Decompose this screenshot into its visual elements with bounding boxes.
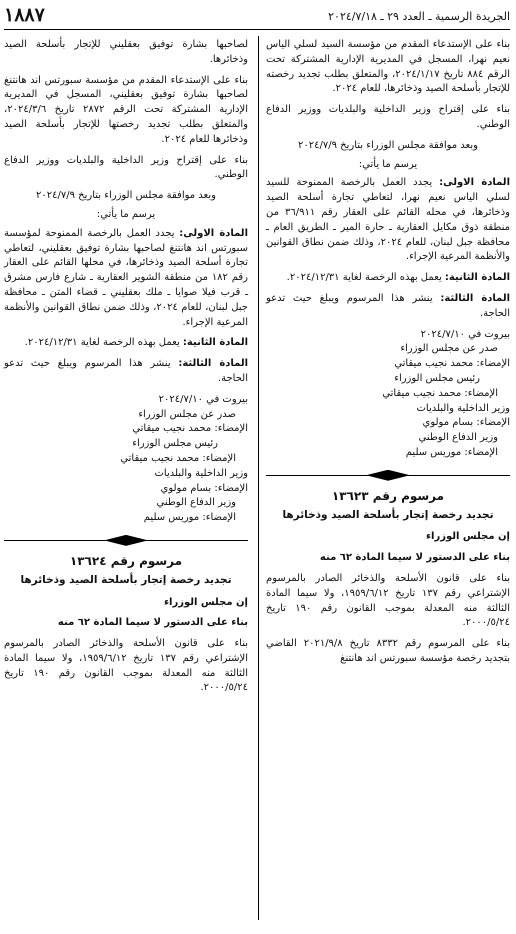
- column-divider: [258, 36, 259, 920]
- signature-line: وزير الدفاع الوطني: [156, 497, 236, 509]
- signature-line: الإمضاء: محمد نجيب ميقاتي: [382, 387, 498, 399]
- article-label: المادة الثالثة:: [178, 358, 249, 370]
- header-rule: [4, 29, 510, 30]
- decree-subtitle: تجديد رخصة إتجار بأسلحة الصيد وذخائرها: [282, 508, 494, 521]
- decree-title: مرسوم رقم ١٣٦٢٤: [69, 553, 183, 568]
- article-text: يعمل بهذه الرخصة لغاية ٢٠٢٤/١٢/٣١.: [286, 272, 445, 284]
- signature-line: الإمضاء: موريس سليم: [405, 446, 498, 458]
- signature-line: الإمضاء: بسام مولوي: [422, 417, 510, 429]
- signature-line: رئيس مجلس الوزراء: [394, 372, 480, 384]
- article-1: [266, 176, 510, 265]
- issue-date: بيروت في ٢٠٢٤/٧/١٠: [158, 393, 248, 405]
- page-number: ١٨٨٧: [4, 4, 45, 26]
- paragraph: بناء على إقتراح وزير الداخلية والبلديات ووزير الدفاع الوطني.: [4, 154, 248, 181]
- signature-line: الإمضاء: موريس سليم: [143, 512, 236, 524]
- council-heading: إن مجلس الوزراء: [163, 596, 248, 608]
- signature-line: صدر عن مجلس الوزراء: [400, 343, 498, 355]
- decree-subtitle: تجديد رخصة إتجار بأسلحة الصيد وذخائرها: [20, 573, 232, 586]
- signature-line: الإمضاء: بسام مولوي: [160, 482, 248, 494]
- article-text: ينشر هذا المرسوم ويبلغ حيث تدعو الحاجة.: [266, 292, 510, 319]
- paragraph: بناء على قانون الأسلحة والذخائر الصادر بالمرسوم الإشتراعي رقم ١٣٧ تاريخ ١٩٥٩/٦/١٢، ولا سيما المادة الثالثة منه المعدلة بموجب القانون رقم ١٩٠ تاريخ ٢٠٠٠/٥/٢٤.: [4, 638, 249, 694]
- approval-line: وبعد موافقة مجلس الوزراء بتاريخ ٢٠٢٤/٧/٩: [298, 139, 478, 151]
- signature-line: رئيس مجلس الوزراء: [132, 438, 218, 450]
- left-column: [4, 38, 248, 702]
- constitution-line: بناء على الدستور لا سيما المادة ٦٢ منه: [319, 552, 510, 564]
- article-3: [4, 357, 248, 387]
- paragraph: بناء على الإستدعاء المقدم من مؤسسة السيد لسلي الياس نعيم نهرا، المسجل في المديرية الإدارية المشتركة تحت الرقم ٨٨٤ تاريخ ٢٠٢٤/١/١٧، والمتعلق بطلب تجديد رخصته للإتجار بأسلحة الصيد وذخائرها، للعام ٢٠٢٤.: [266, 39, 510, 95]
- section-divider: [4, 534, 248, 548]
- article-text: ينشر هذا المرسوم ويبلغ حيث تدعو الحاجة.: [4, 358, 248, 384]
- article-2: [266, 271, 510, 286]
- signature-line: الإمضاء: محمد نجيب ميقاتي: [394, 358, 510, 370]
- article-3: [266, 292, 510, 322]
- article-label: المادة الثانية:: [444, 272, 510, 284]
- article-label: المادة الثالثة:: [440, 292, 511, 304]
- decree-title: مرسوم رقم ١٣٦٢٣: [331, 488, 445, 503]
- constitution-line: بناء على الدستور لا سيما المادة ٦٢ منه: [57, 617, 248, 629]
- signature-line: وزير الدفاع الوطني: [418, 432, 498, 444]
- signature-line: صدر عن مجلس الوزراء: [138, 408, 236, 420]
- article-2: [4, 336, 248, 351]
- decree-formula: يرسم ما يأتي:: [96, 208, 156, 220]
- approval-line: وبعد موافقة مجلس الوزراء بتاريخ ٢٠٢٤/٧/٩: [36, 190, 216, 202]
- decree-formula: يرسم ما يأتي:: [358, 158, 418, 170]
- right-column: [266, 38, 510, 673]
- issue-date: بيروت في ٢٠٢٤/٧/١٠: [420, 328, 510, 340]
- article-1: [4, 227, 248, 331]
- article-text: يجدد العمل بالرخصة الممنوحة لمؤسسة سبورتس اند هانتنغ لصاحبها بشارة توفيق بعقليني، لتعاطي تجارة أسلحة الصيد وذخائرها، في محلها القائم على العقار رقم ١٨٢ من منطقة الشوير العقارية ـ شارع فارس مشرق ـ قرب فيلا صوايا ـ ملك بعقليني ـ قضاء المتن ـ محافظة جبل لبنان، للعام ٢٠٢٤، وذلك ضمن نطاق القوانين والأنظمة المرعية الإجراء.: [4, 227, 248, 328]
- signature-line: وزير الداخلية والبلديات: [416, 402, 510, 414]
- gazette-title: الجريدة الرسمية ـ العدد ٢٩ ـ ٢٠٢٤/٧/١٨: [328, 10, 510, 23]
- paragraph: بناء على الإستدعاء المقدم من مؤسسة سبورتس اند هانتنغ لصاحبها بشارة توفيق بعقليني، المسجل في المديرية الإدارية المشتركة تحت الرقم ٢٨٧٢ تاريخ ٢٠٢٤/٣/٦، والمتعلق بطلب تجديد رخصتها للإتجار بأسلحة الصيد وذخائرها للعام ٢٠٢٤.: [4, 74, 248, 145]
- article-label: المادة الاولى:: [179, 227, 248, 239]
- article-text: يجدد العمل بالرخصة الممنوحة للسيد لسلي الياس نعيم نهرا، لتعاطي تجارة أسلحة الصيد وذخائرها، في محله القائم على العقار رقم ٣٦/٩١١ من منطقة ذوق مكايل العقارية ـ حارة المير ـ الطريق العام ـ محافظة جبل لبنان، للعام ٢٠٢٤، وذلك ضمن نطاق القوانين والأنظمة المرعية الإجراء.: [266, 177, 510, 263]
- paragraph: لصاحبها بشارة توفيق بعقليني للإتجار بأسلحة الصيد وذخائرها.: [4, 39, 248, 65]
- section-divider: [266, 469, 510, 483]
- council-heading: إن مجلس الوزراء: [425, 531, 510, 543]
- paragraph: بناء على المرسوم رقم ٨٣٣٢ تاريخ ٢٠٢١/٩/٨ القاضي بتجديد رخصة مؤسسة سبورتس اند هانتنغ: [266, 638, 510, 664]
- paragraph: بناء على إقتراح وزير الداخلية والبلديات ووزير الدفاع الوطني.: [266, 104, 510, 130]
- signature-line: الإمضاء: محمد نجيب ميقاتي: [120, 452, 236, 464]
- signature-line: الإمضاء: محمد نجيب ميقاتي: [132, 423, 248, 435]
- page-header: [4, 4, 510, 30]
- article-label: المادة الاولى:: [439, 177, 510, 189]
- paragraph: بناء على قانون الأسلحة والذخائر الصادر بالمرسوم الإشتراعي رقم ١٣٧ تاريخ ١٩٥٩/٦/١٢، ولا سيما المادة الثالثة منه المعدلة بموجب القانون رقم ١٩٠ تاريخ ٢٠٠٠/٥/٢٤.: [266, 572, 511, 629]
- article-text: يعمل بهذه الرخصة لغاية ٢٠٢٤/١٢/٣١.: [24, 337, 183, 349]
- article-label: المادة الثانية:: [182, 337, 248, 349]
- signature-line: وزير الداخلية والبلديات: [154, 467, 248, 479]
